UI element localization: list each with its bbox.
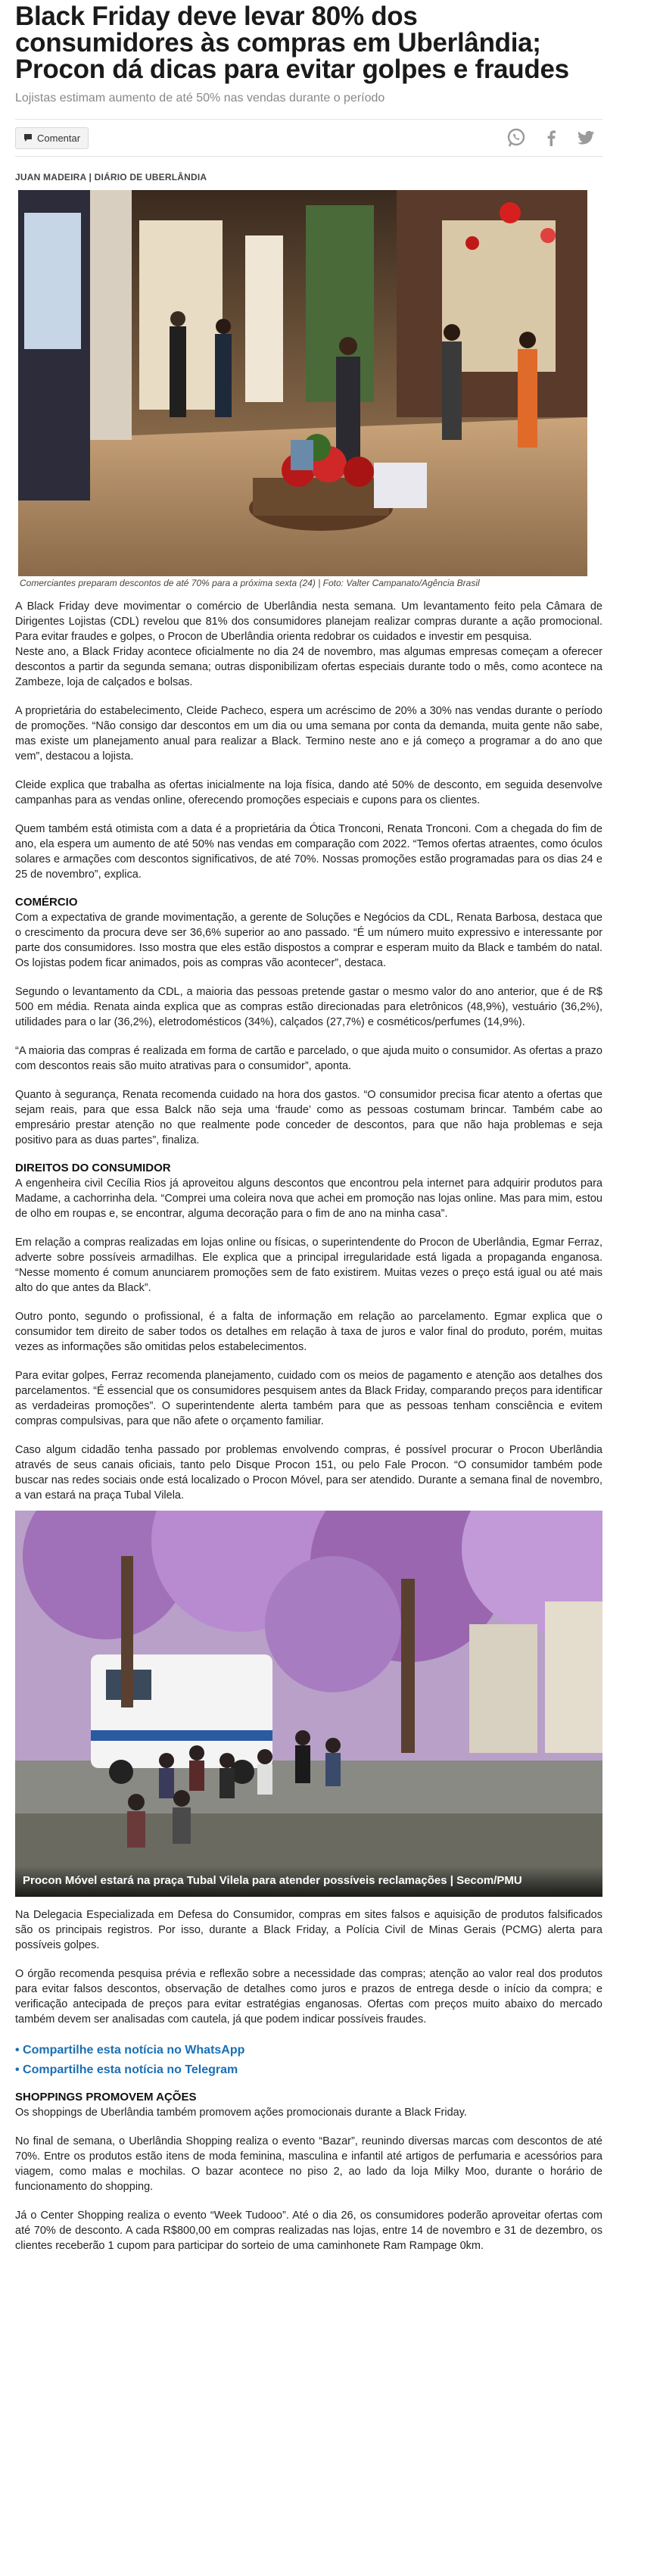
paragraph: Cleide explica que trabalha as ofertas inicialmente na loja física, dando até 50% de desconto, em seguida desenvolve campanhas para as vendas online, oferecendo promoções especiais e cupons para os clientes. (15, 779, 602, 806)
comment-label: Comentar (37, 132, 81, 144)
share-telegram-link[interactable]: • Compartilhe esta notícia no Telegram (15, 2063, 238, 2076)
paragraph: Quem também está otimista com a data é a proprietária da Ótica Tronconi, Renata Tronconi. Com a chegada do fim de ano, ela espera um aumento de até 50% nas vendas em comparação com 2022. “Temos ofertas atraentes, como óculos solares e armações com descontos significativos, de até 70%. Nossas promoções estão programadas para os dias 24 e 25 de novembro”, explica. (15, 823, 602, 881)
facebook-icon[interactable] (537, 126, 565, 149)
paragraph: No final de semana, o Uberlândia Shopping realiza o evento “Bazar”, reunindo diversas marcas com descontos de até 70%. Entre os produtos estão itens de moda feminina, masculina e infantil até artigos de perfumaria e acessórios para viagem, como malas e mochilas. O bazar acontece no piso 2, ao lado da loja Milky Moo, durante o horário de funcionamento do shopping. (15, 2135, 602, 2193)
paragraph: A proprietária do estabelecimento, Cleide Pacheco, espera um acréscimo de 20% a 30% nas vendas durante o período de promoções. “Não consigo dar descontos em um dia ou uma semana por conta da demanda, muita gente não sabe, mas existe um planejamento anual para realizar a Black. Termino neste ano e já começo a programar a do ano que vem”, destacou a lojista. (15, 705, 602, 763)
paragraph: Com a expectativa de grande movimentação, a gerente de Soluções e Negócios da CDL, Renata Barbosa, destaca que o crescimento da procura deve ser 36,6% superior ao ano passado. “É um número muito expressivo e interessante por parte dos consumidores. Isso mostra que eles estão dispostos a comprar e esperam muito da Black e também do natal. Os lojistas podem ficar animados, pois as compras vão acontecer”, destaca. (15, 912, 602, 969)
paragraph: “A maioria das compras é realizada em forma de cartão e parcelado, o que ajuda muito o consumidor. As ofertas a prazo com descontos reais são muito atrativas para o consumidor”, aponta. (15, 1045, 602, 1072)
article-title: Black Friday deve levar 80% dos consumidores às compras em Uberlândia; Procon dá dicas para evitar golpes e fraudes (15, 2, 569, 84)
share-whatsapp-link[interactable]: • Compartilhe esta notícia no WhatsApp (15, 2044, 245, 2057)
paragraph: Caso algum cidadão tenha passado por problemas envolvendo compras, é possível procurar o Procon Uberlândia através de seus canais oficiais, tanto pelo Disque Procon 151, ou pelo Fale Procon. “O consumidor também pode buscar nas redes sociais onde está localizado o Procon Móvel, para ser atendido. Durante a semana final de novembro, a van estará na praça Tubal Vilela. (15, 1444, 602, 1502)
section-heading-direitos: DIREITOS DO CONSUMIDOR (15, 1162, 171, 1174)
share-links (15, 2041, 602, 2080)
paragraph: A engenheira civil Cecília Rios já aproveitou alguns descontos que encontrou pela internet para adquirir produtos para Madame, a cachorrinha dela. “Comprei uma coleira nova que achei em promoção nas lojas online. Mas para mim, estou de olho em roupas e, se encontrar, alguma decoração para o fim de ano na minha casa”. (15, 1177, 602, 1220)
paragraph: Quanto à segurança, Renata recomenda cuidado na hora dos gastos. “O consumidor precisa ficar atento a ofertas que sejam reais, para que essa Balck não seja uma ‘fraude’ como as pessoas costumam brincar. Também cabe ao empresário prestar atenção no que realmente pode conceder de descontos, para que não haja problemas e seja positivo para as duas partes”, finaliza. (15, 1089, 602, 1146)
comment-button[interactable] (15, 127, 89, 149)
paragraph: Outro ponto, segundo o profissional, é a falta de informação em relação ao parcelamento. Egmar explica que o consumidor tem direito de saber todos os detalhes em relação à taxa de juros e valor final do produto, porém, muitas vezes as informações são omitidas pelos estabelecimentos. (15, 1311, 602, 1353)
article-body (15, 599, 602, 2253)
paragraph: Os shoppings de Uberlândia também promovem ações promocionais durante a Black Friday. (15, 2107, 467, 2119)
paragraph: Na Delegacia Especializada em Defesa do Consumidor, compras em sites falsos e aquisição de produtos falsificados são os principais registros. Por isso, durante a Black Friday, a Polícia Civil de Minas Gerais (PCMG) alerta para possíveis golpes. (15, 1909, 602, 1951)
paragraph: A Black Friday deve movimentar o comércio de Uberlândia nesta semana. Um levantamento feito pela Câmara de Dirigentes Lojistas (CDL) revelou que 81% dos consumidores planejam realizar compras durante a ação promocional. Para evitar fraudes e golpes, o Procon de Uberlândia orienta redobrar os cuidados e investir em pesquisa. (15, 600, 602, 643)
paragraph: Neste ano, a Black Friday acontece oficialmente no dia 24 de novembro, mas algumas empresas começam a oferecer descontos a partir da segunda semana; outras disponibilizam ofertas especiais durante todo o mês, como acontece na Zambeze, loja de calçados e bolsas. (15, 646, 602, 688)
photo1-caption: Comerciantes preparam descontos de até 70% para a próxima sexta (24) | Foto: Valter Campanato/Agência Brasil (20, 578, 480, 588)
article-toolbar (15, 119, 602, 157)
article-byline: JUAN MADEIRA | DIÁRIO DE UBERLÂNDIA (15, 172, 207, 182)
article-subtitle: Lojistas estimam aumento de até 50% nas vendas durante o período (15, 92, 385, 104)
photo2-caption: Procon Móvel estará na praça Tubal Vilela para atender possíveis reclamações | Secom/PMU (15, 1866, 602, 1897)
paragraph: Para evitar golpes, Ferraz recomenda planejamento, cuidado com os meios de pagamento e atenção aos detalhes dos parcelamentos. “É essencial que os consumidores pesquisem antes da Black Friday, comparando preços para identificar as verdadeiras promoções”. O superintendente alerta também para que as pessoas tenham consciência e evitem compras compulsivas, para que não afete o orçamento familiar. (15, 1370, 602, 1427)
paragraph: Em relação a compras realizadas em lojas online ou físicas, o superintendente do Procon de Uberlândia, Egmar Ferraz, adverte sobre possíveis armadilhas. Ele explica que a principal irregularidade está ligada a propaganda enganosa. “Nesse momento é comum anunciarem promoções sem de fato existirem. Muitas vezes o preço está igual ou até mais alto do que antes da Black”. (15, 1237, 602, 1294)
comment-icon (23, 133, 33, 142)
share-icons (503, 126, 599, 149)
section-heading-comercio: COMÉRCIO (15, 896, 78, 909)
section-heading-shoppings: SHOPPINGS PROMOVEM AÇÕES (15, 2091, 197, 2104)
paragraph: O órgão recomenda pesquisa prévia e reflexão sobre a necessidade das compras; atenção ao valor real dos produtos para evitar falsos descontos, observação de detalhes como juros e prazos de entrega desde o início da compra; e verificação antecipada de preços para evitar estratégias enganosas. Ofertas com preços muito abaixo do mercado também devem ser analisadas com cautela, já que podem indicar possíveis fraudes. (15, 1968, 602, 2026)
mall-shoppers-photo (18, 190, 587, 576)
whatsapp-icon[interactable] (503, 126, 530, 149)
article-page (15, 0, 602, 2253)
procon-van-photo (15, 1511, 602, 1897)
paragraph: Segundo o levantamento da CDL, a maioria das pessoas pretende gastar o mesmo valor do ano anterior, que é de R$ 500 em média. Renata ainda explica que as compras estão direcionadas para eletrônicos (48,9%), vestuário (36,2%), utilidades para o lar (36,2%), eletrodomésticos (34%), calçados (27,7%) e cosméticos/perfumes (14,9%). (15, 986, 602, 1028)
paragraph: Já o Center Shopping realiza o evento “Week Tudooo”. Até o dia 26, os consumidores poderão aproveitar ofertas com até 70% de desconto. A cada R$800,00 em compras realizadas nas lojas, entre 14 de novembro e 31 de dezembro, os clientes receberão 1 cupom para participar do sorteio de uma caminhonete Ram Rampage 0km. (15, 2210, 602, 2252)
twitter-icon[interactable] (572, 126, 599, 149)
